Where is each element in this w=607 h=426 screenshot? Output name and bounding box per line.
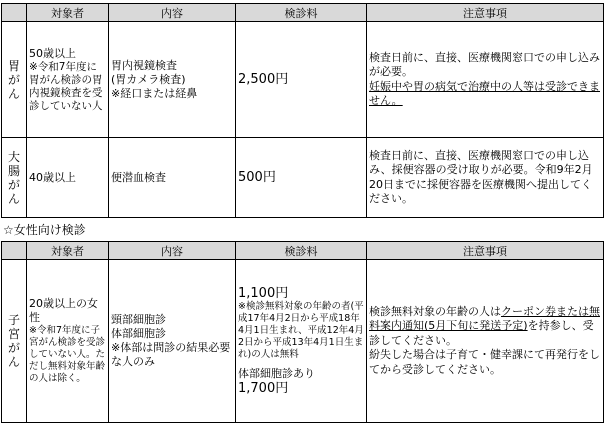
table-header-row	[2, 242, 604, 260]
header-notes: 注意事項	[367, 242, 604, 260]
category-stomach-cancer: 胃 が ん	[2, 22, 27, 138]
uterus-notes: 検診無料対象の年齢の人はクーポン券または無料案内通知(5月下旬に発送予定)を持参し、受診してください。 紛失した場合は子育て・健幸課にて再発行をしてから受診してください。	[367, 260, 604, 423]
row-colon-cancer	[2, 138, 604, 218]
header-fee: 検診料	[236, 242, 367, 260]
header-content: 内容	[109, 4, 236, 22]
uterus-fee: 1,100円 ※検診無料対象の年齢の者(平成17年4月2日から平成18年4月1日生まれ、平成12年4月2日から平成13年4月1日生まれ)の人は無料 体部細胞診あり 1,700円	[236, 260, 367, 423]
coupon-notice: クーポン券または無料案内通知(5月下旬に発送予定)	[369, 304, 600, 333]
header-blank	[2, 4, 27, 22]
colon-fee: 500円	[236, 138, 367, 218]
header-notes: 注意事項	[367, 4, 604, 22]
table-header-row	[2, 4, 604, 22]
row-uterine-cancer	[2, 260, 604, 423]
colon-target: 40歳以上	[27, 138, 109, 218]
uterus-target: 20歳以上の女性 ※令和7年度に子宮がん検診を受診していない人。ただし無料対象年齢の人は除く。	[27, 260, 109, 423]
header-target: 対象者	[27, 242, 109, 260]
screening-table-general	[1, 3, 604, 218]
category-uterine-cancer: 子 宮 が ん	[2, 260, 27, 423]
header-content: 内容	[109, 242, 236, 260]
colon-notes: 検査日前に、直接、医療機関窓口での申し込み、採便容器の受け取りが必要。令和9年2月20日までに採便容器を医療機関へ提出してください。	[367, 138, 604, 218]
stomach-fee: 2,500円	[236, 22, 367, 138]
header-fee: 検診料	[236, 4, 367, 22]
category-colon-cancer: 大 腸 が ん	[2, 138, 27, 218]
uterus-content: 頸部細胞診 体部細胞診 ※体部は問診の結果必要な人のみ	[109, 260, 236, 423]
header-target: 対象者	[27, 4, 109, 22]
row-stomach-cancer	[2, 22, 604, 138]
screening-table-women	[1, 241, 604, 423]
colon-content: 便潜血検査	[109, 138, 236, 218]
stomach-notes: 検査日前に、直接、医療機関窓口での申し込みが必要。 妊娠中や胃の病気で治療中の人等は受診できません。	[367, 22, 604, 138]
stomach-content: 胃内視鏡検査 (胃カメラ検査) ※経口または経鼻	[109, 22, 236, 138]
header-blank	[2, 242, 27, 260]
stomach-target: 50歳以上 ※令和7年度に胃がん検診の胃内視鏡検査を受診していない人	[27, 22, 109, 138]
section-title-women: ☆女性向け検診	[3, 223, 86, 237]
